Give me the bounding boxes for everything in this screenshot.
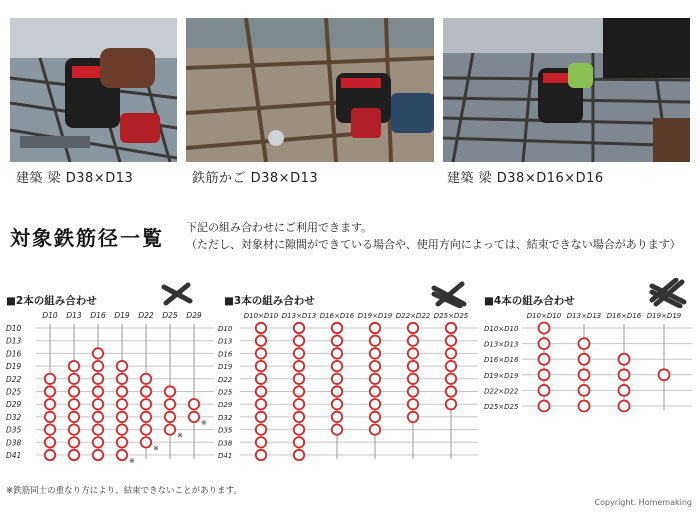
- compatible-circle: [69, 437, 79, 447]
- compatible-circle: [165, 386, 175, 396]
- photo-rebar-cage-d38-d13: [186, 18, 434, 162]
- compatible-circle: [256, 323, 266, 333]
- compatible-circle: [93, 361, 103, 371]
- row-header: D22: [218, 375, 233, 384]
- compatible-circle: [294, 450, 304, 460]
- compatible-circle: [446, 348, 456, 358]
- compatible-circle: [256, 336, 266, 346]
- two-bar-icon: [160, 281, 194, 307]
- column-header: D16×D16: [319, 312, 355, 320]
- row-header: D16×D16: [484, 356, 519, 365]
- compatible-circle: [294, 323, 304, 333]
- compatible-circle: [446, 336, 456, 346]
- compatible-circle: [294, 437, 304, 447]
- compatible-circle: [141, 386, 151, 396]
- compatible-circle: [45, 424, 55, 434]
- row-header: D41: [6, 451, 22, 460]
- row-header: D19: [6, 362, 22, 372]
- photo-beam-d38-d16-d16: [443, 18, 690, 162]
- compatible-circle: [539, 401, 550, 412]
- combination-table-2-bars: [6, 310, 216, 474]
- row-header: D13×D13: [484, 340, 519, 349]
- column-header: D19: [114, 311, 130, 320]
- compatible-circle: [332, 412, 342, 422]
- compatible-circle: [117, 361, 127, 371]
- compatible-circle: [294, 336, 304, 346]
- compatible-circle: [117, 437, 127, 447]
- row-header: D10: [6, 324, 22, 333]
- compatible-circle: [69, 450, 79, 460]
- compatible-circle: [69, 374, 79, 384]
- row-header: D35: [218, 426, 233, 435]
- column-header: D29: [186, 311, 202, 320]
- compatible-circle: [370, 323, 380, 333]
- row-header: D22×D22: [484, 387, 519, 396]
- row-header: D41: [218, 452, 233, 460]
- row-header: D16: [218, 350, 233, 359]
- compatible-circle: [69, 412, 79, 422]
- compatible-circle: [189, 399, 199, 409]
- compatible-circle: [408, 348, 418, 358]
- compatible-circle: [93, 424, 103, 434]
- compatible-circle: [408, 412, 418, 422]
- row-header: D16: [6, 349, 22, 359]
- column-header: D13×D13: [566, 312, 602, 320]
- compatible-circle: [45, 386, 55, 396]
- row-header: D25: [6, 387, 22, 397]
- compatible-circle: [539, 354, 550, 365]
- compatible-circle: [370, 361, 380, 371]
- three-bar-icon: [430, 280, 468, 308]
- compatible-circle: [408, 323, 418, 333]
- compatible-circle: [45, 437, 55, 447]
- compatible-circle: [619, 385, 630, 396]
- compatible-circle: [446, 386, 456, 396]
- compatible-circle: [332, 424, 342, 434]
- compatible-circle: [619, 369, 630, 380]
- photo-caption-2: 鉄筋かご D38×D13: [192, 171, 319, 186]
- compatible-circle: [256, 348, 266, 358]
- compatible-circle: [69, 424, 79, 434]
- footnote: ※鉄筋同士の重なり方により、結束できないことがあります。: [6, 486, 242, 496]
- column-header: D10×D10: [526, 312, 562, 320]
- compatible-circle: [408, 336, 418, 346]
- combination-table-3-bars: [218, 310, 474, 474]
- compatible-circle: [141, 424, 151, 434]
- usage-note: [186, 219, 681, 253]
- compatible-circle: [408, 386, 418, 396]
- row-header: D13: [6, 336, 22, 346]
- compatible-circle: [332, 386, 342, 396]
- row-header: D32: [218, 413, 233, 422]
- caution-mark: ※: [177, 431, 183, 440]
- column-header: D13×D13: [281, 312, 317, 320]
- compatible-circle: [408, 374, 418, 384]
- row-header: D13: [218, 337, 233, 346]
- column-header: D16: [90, 311, 106, 320]
- compatible-circle: [45, 374, 55, 384]
- row-header: D25×D25: [484, 403, 519, 411]
- row-header: D38: [6, 438, 22, 448]
- compatible-circle: [539, 323, 550, 334]
- compatible-circle: [117, 386, 127, 396]
- row-header: D10×D10: [484, 325, 519, 333]
- compatible-circle: [332, 361, 342, 371]
- table-title-3-bars: ■3本の組み合わせ: [224, 295, 315, 307]
- compatible-circle: [117, 412, 127, 422]
- combination-table-4-bars: [484, 310, 694, 430]
- compatible-circle: [93, 412, 103, 422]
- compatible-circle: [408, 361, 418, 371]
- compatible-circle: [141, 412, 151, 422]
- compatible-circle: [294, 412, 304, 422]
- compatible-circle: [370, 424, 380, 434]
- compatible-circle: [256, 412, 266, 422]
- column-header: D19×D19: [646, 312, 682, 320]
- compatible-circle: [294, 361, 304, 371]
- compatible-circle: [256, 437, 266, 447]
- compatible-circle: [579, 354, 590, 365]
- compatible-circle: [332, 336, 342, 346]
- compatible-circle: [165, 424, 175, 434]
- compatible-circle: [69, 399, 79, 409]
- compatible-circle: [332, 374, 342, 384]
- compatible-circle: [539, 338, 550, 349]
- compatible-circle: [93, 450, 103, 460]
- compatible-circle: [294, 348, 304, 358]
- compatible-circle: [579, 401, 590, 412]
- column-header: D16×D16: [606, 312, 642, 320]
- photo-caption-3: 建築 梁 D38×D16×D16: [447, 171, 604, 186]
- compatible-circle: [446, 399, 456, 409]
- column-header: D10×D10: [243, 312, 279, 320]
- compatible-circle: [370, 348, 380, 358]
- table-title-4-bars: ■4本の組み合わせ: [484, 295, 575, 307]
- compatible-circle: [539, 385, 550, 396]
- compatible-circle: [117, 450, 127, 460]
- column-header: D25×D25: [433, 312, 469, 320]
- compatible-circle: [256, 374, 266, 384]
- compatible-circle: [579, 338, 590, 349]
- row-header: D19: [218, 363, 233, 372]
- usage-note-line-1: 下記の組み合わせにご利用できます。: [186, 221, 373, 234]
- compatible-circle: [69, 361, 79, 371]
- compatible-circle: [141, 437, 151, 447]
- compatible-circle: [579, 369, 590, 380]
- compatible-circle: [141, 374, 151, 384]
- photo-beam-d38-d13: [10, 18, 177, 162]
- compatible-circle: [165, 412, 175, 422]
- compatible-circle: [619, 401, 630, 412]
- compatible-circle: [117, 374, 127, 384]
- compatible-circle: [256, 386, 266, 396]
- column-header: D13: [66, 311, 82, 320]
- row-header: D10: [218, 325, 233, 333]
- caution-mark: ※: [201, 418, 207, 427]
- compatible-circle: [117, 399, 127, 409]
- compatible-circle: [256, 424, 266, 434]
- copyright: Copyright. Homemaking: [594, 498, 692, 507]
- row-header: D29: [218, 401, 233, 410]
- compatible-circle: [370, 399, 380, 409]
- column-header: D22: [138, 311, 154, 320]
- compatible-circle: [579, 385, 590, 396]
- compatible-circle: [619, 354, 630, 365]
- compatible-circle: [446, 323, 456, 333]
- compatible-circle: [408, 399, 418, 409]
- compatible-circle: [93, 399, 103, 409]
- compatible-circle: [539, 369, 550, 380]
- compatible-circle: [45, 412, 55, 422]
- page-title: 対象鉄筋径一覧: [10, 226, 164, 250]
- compatible-circle: [294, 386, 304, 396]
- compatible-circle: [332, 348, 342, 358]
- compatible-circle: [93, 374, 103, 384]
- compatible-circle: [332, 323, 342, 333]
- compatible-circle: [93, 386, 103, 396]
- compatible-circle: [141, 399, 151, 409]
- compatible-circle: [69, 386, 79, 396]
- compatible-circle: [294, 424, 304, 434]
- photo-caption-1: 建築 梁 D38×D13: [16, 171, 134, 186]
- compatible-circle: [256, 450, 266, 460]
- compatible-circle: [93, 437, 103, 447]
- compatible-circle: [165, 399, 175, 409]
- compatible-circle: [45, 450, 55, 460]
- usage-note-line-2: （ただし、対象材に隙間ができている場合や、使用方向によっては、結束できない場合があります）: [186, 238, 681, 251]
- row-header: D35: [6, 425, 22, 435]
- row-header: D38: [218, 439, 233, 448]
- compatible-circle: [189, 412, 199, 422]
- compatible-circle: [93, 348, 103, 358]
- compatible-circle: [659, 369, 670, 380]
- compatible-circle: [370, 386, 380, 396]
- row-header: D22: [6, 374, 22, 384]
- caution-mark: ※: [153, 444, 159, 453]
- compatible-circle: [370, 412, 380, 422]
- column-header: D10: [42, 311, 58, 320]
- row-header: D32: [6, 412, 22, 422]
- compatible-circle: [256, 399, 266, 409]
- row-header: D29: [6, 400, 22, 410]
- compatible-circle: [45, 399, 55, 409]
- compatible-circle: [117, 424, 127, 434]
- compatible-circle: [370, 336, 380, 346]
- compatible-circle: [446, 374, 456, 384]
- row-header: D25: [218, 388, 233, 397]
- compatible-circle: [294, 399, 304, 409]
- caution-mark: ※: [129, 457, 135, 465]
- compatible-circle: [446, 361, 456, 371]
- compatible-circle: [256, 361, 266, 371]
- four-bar-icon: [648, 278, 688, 308]
- column-header: D22×D22: [395, 312, 431, 320]
- column-header: D25: [162, 311, 178, 320]
- compatible-circle: [332, 399, 342, 409]
- column-header: D19×D19: [357, 312, 393, 320]
- compatible-circle: [294, 374, 304, 384]
- compatible-circle: [370, 374, 380, 384]
- row-header: D19×D19: [484, 371, 519, 380]
- table-title-2-bars: ■2本の組み合わせ: [6, 295, 97, 307]
